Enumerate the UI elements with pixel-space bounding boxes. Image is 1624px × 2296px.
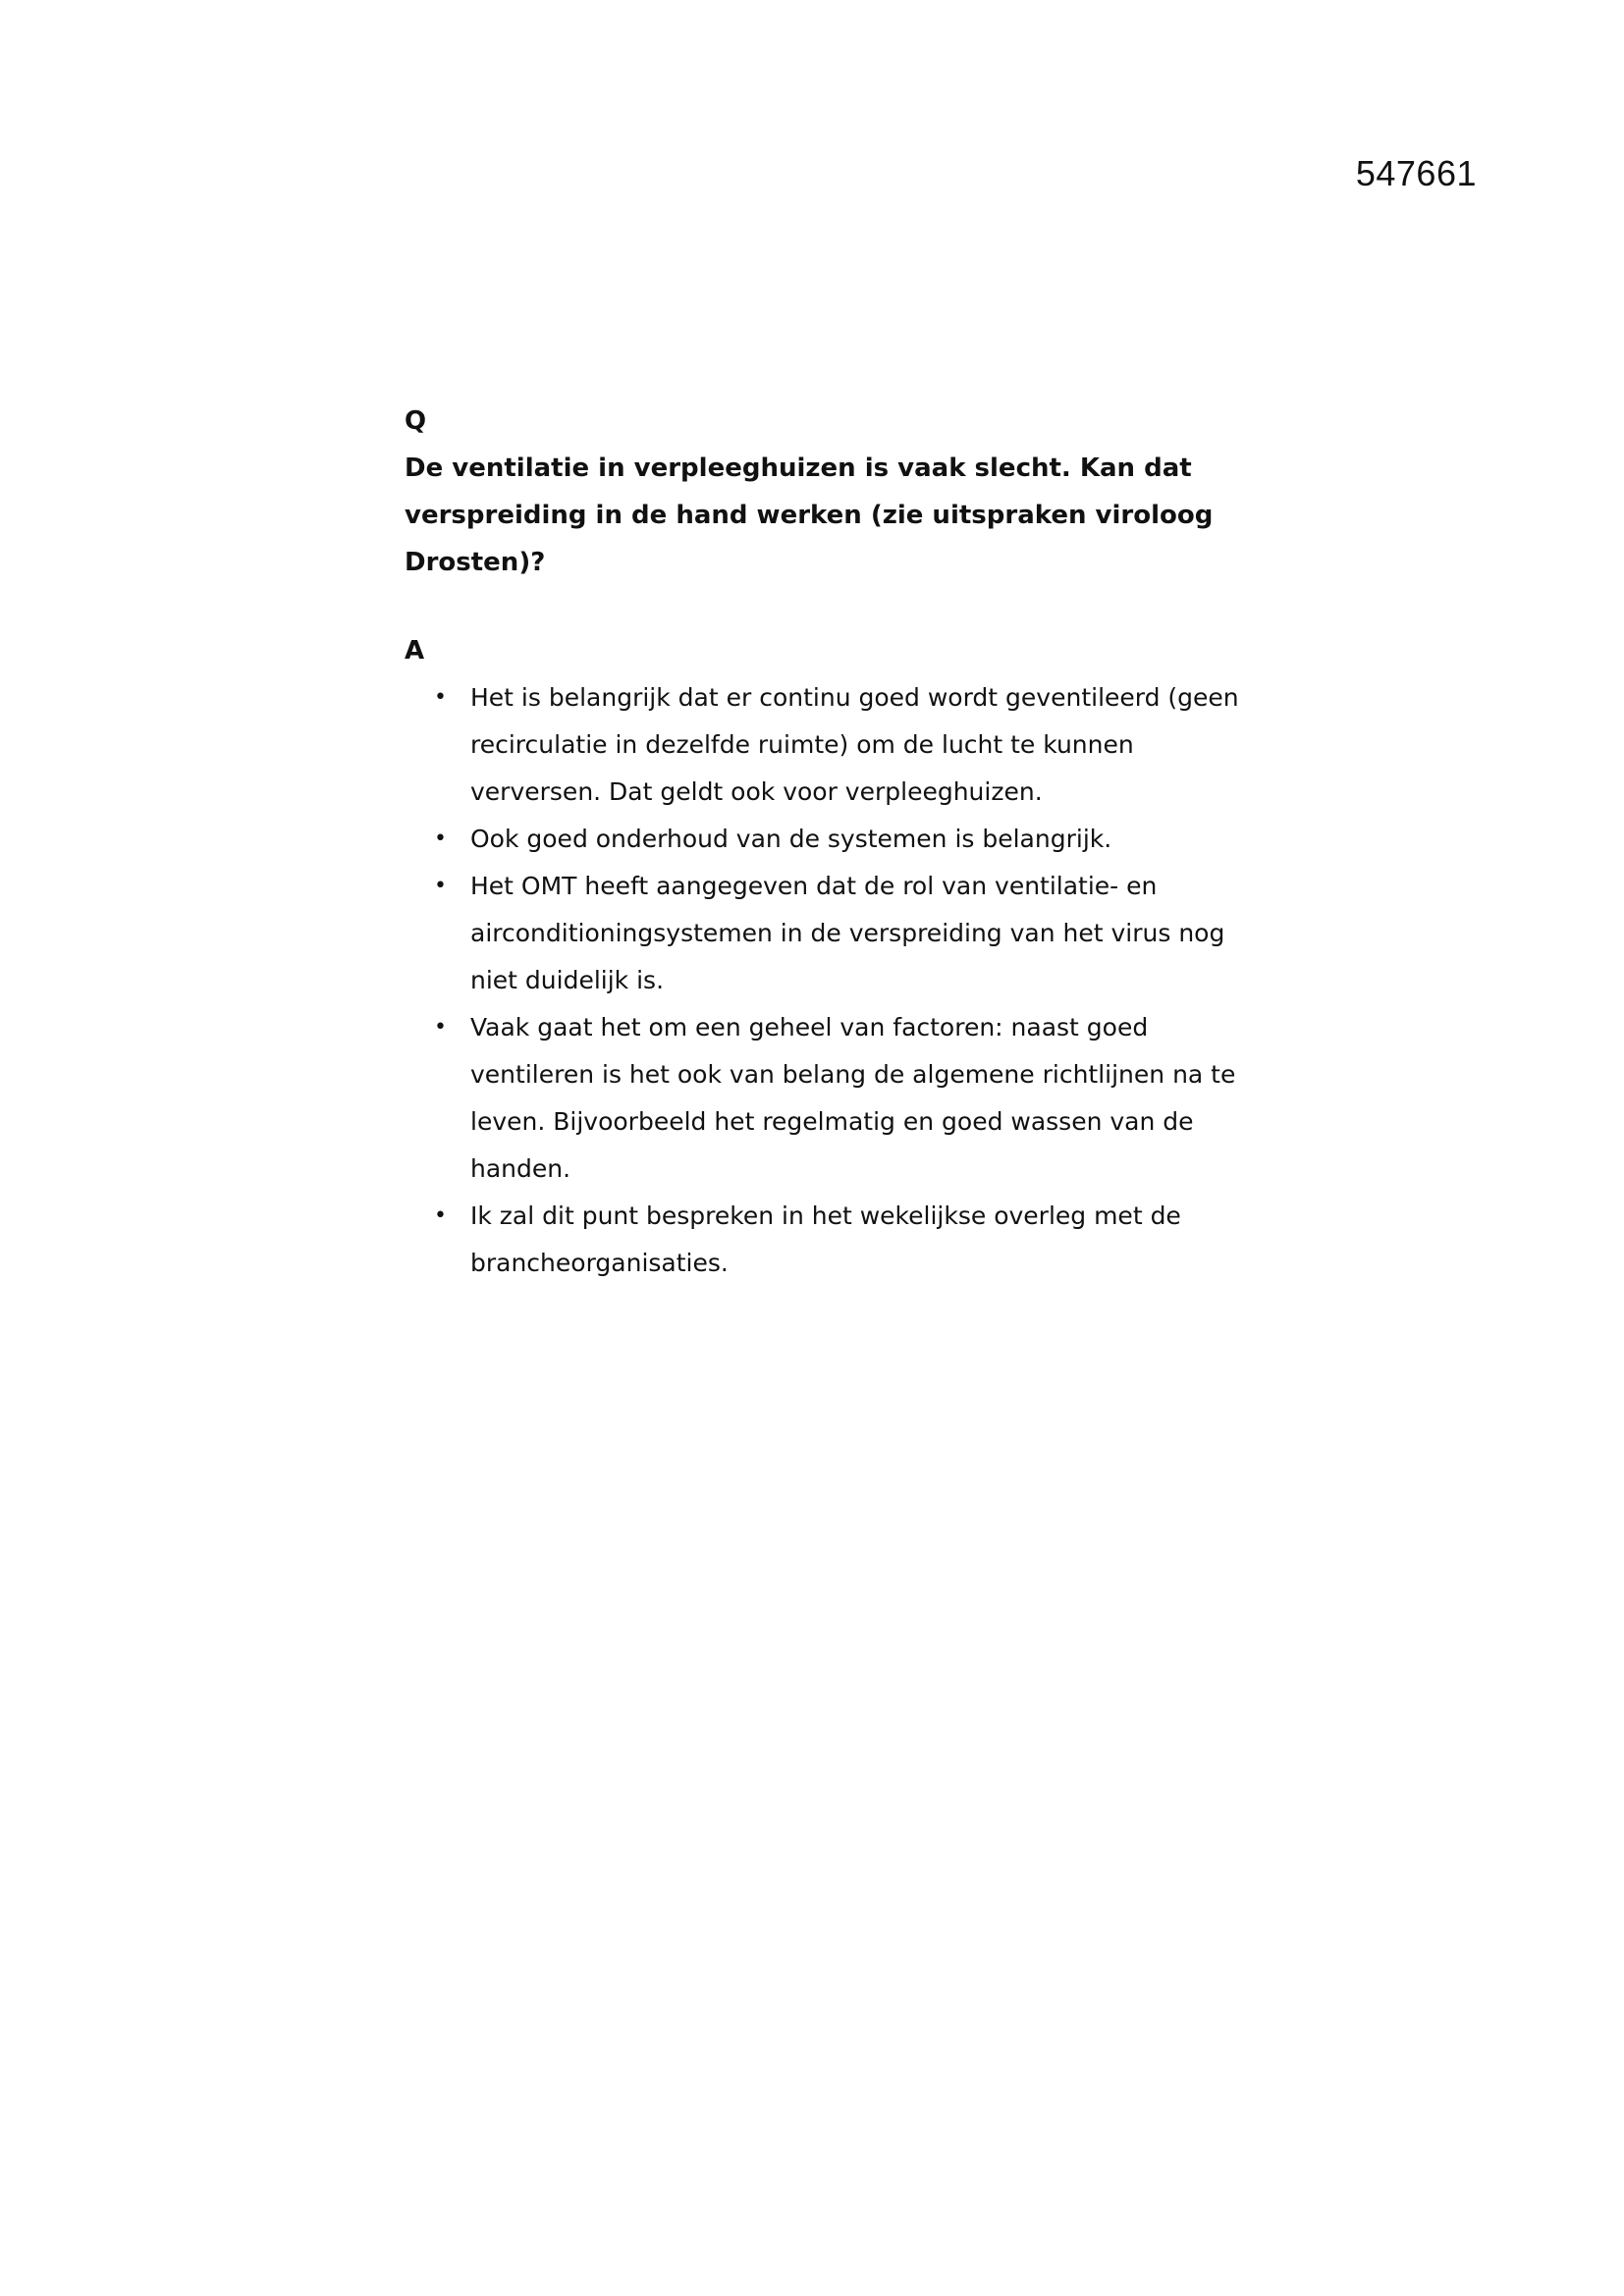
bullet-icon: • [434, 827, 447, 851]
answer-item [405, 863, 1249, 1004]
answer-item-text: Ik zal dit punt bespreken in het wekelijkse overleg met de brancheorganisaties. [470, 1201, 1181, 1277]
answer-item [405, 1004, 1249, 1193]
section-spacer [405, 586, 1249, 627]
document-number: 547661 [1355, 153, 1477, 193]
question-text: De ventilatie in verpleeghuizen is vaak slecht. Kan dat verspreiding in de hand werken (zie uitspraken viroloog Drosten)? [405, 454, 1214, 577]
question-label: Q [405, 406, 427, 436]
answer-label: A [405, 636, 425, 666]
qa-content [405, 398, 1249, 1287]
answer-item [405, 1193, 1249, 1287]
answer-item-text: Vaak gaat het om een geheel van factoren: naast goed ventileren is het ook van belang de algemene richtlijnen na te leven. Bijvoorbeeld het regelmatig en goed wassen van de handen. [470, 1013, 1236, 1183]
bullet-icon: • [434, 1203, 447, 1228]
answer-item [405, 816, 1249, 863]
answer-list [405, 674, 1249, 1287]
answer-item [405, 674, 1249, 816]
answer-item-text: Ook goed onderhoud van de systemen is belangrijk. [470, 825, 1112, 853]
bullet-icon: • [434, 874, 447, 898]
bullet-icon: • [434, 1015, 447, 1040]
answer-item-text: Het is belangrijk dat er continu goed wordt geventileerd (geen recirculatie in dezelfde ruimte) om de lucht te kunnen verversen. Dat geldt ook voor verpleeghuizen. [470, 683, 1239, 806]
bullet-icon: • [434, 685, 447, 710]
answer-item-text: Het OMT heeft aangegeven dat de rol van ventilatie- en airconditioningsystemen in de verspreiding van het virus nog niet duidelijk is. [470, 872, 1225, 994]
